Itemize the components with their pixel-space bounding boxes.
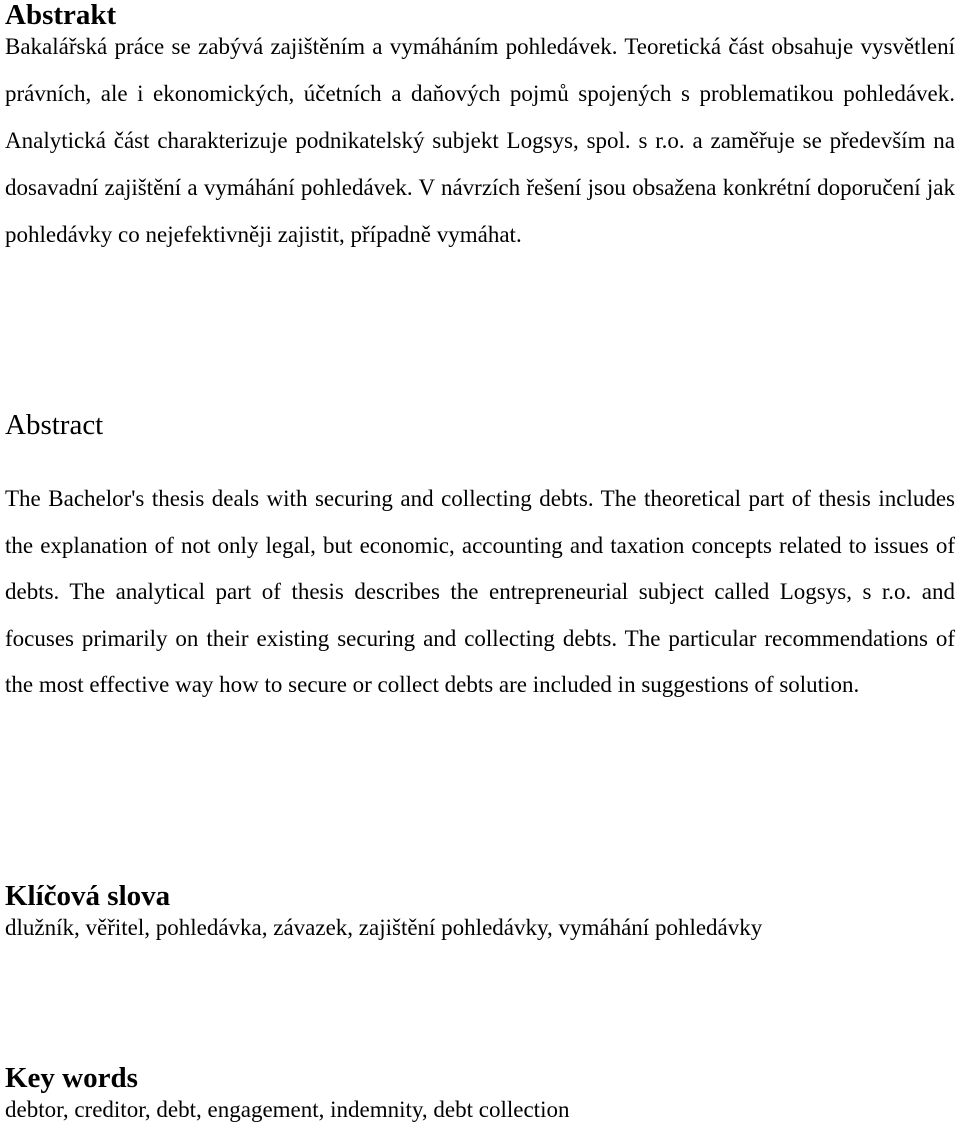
key-words-heading: Key words bbox=[5, 1062, 138, 1094]
abstract-text: The Bachelor's thesis deals with securing and collecting debts. The theoretical part of thesis includes the explanation of not only legal, but economic, accounting and taxation concepts related to issues of debts. The analytical part of thesis describes the entrepreneurial subject called Logsys, s r.o. and focuses primarily on their existing securing and collecting debts. The particular recommendations of the most effective way how to secure or collect debts are included in suggestions of solution. bbox=[5, 486, 955, 697]
klicova-slova-text: dlužník, věřitel, pohledávka, závazek, zajištění pohledávky, vymáhání pohledávky bbox=[5, 915, 763, 940]
abstract-section bbox=[5, 410, 955, 709]
abstract-heading: Abstract bbox=[5, 409, 104, 441]
abstrakt-section bbox=[5, 0, 955, 258]
klicova-slova-heading: Klíčová slova bbox=[5, 880, 171, 912]
abstrakt-text: Bakalářská práce se zabývá zajištěním a vymáháním pohledávek. Teoretická část obsahuje vysvětlení právních, ale i ekonomických, účetních a daňových pojmů spojených s problematikou pohledávek. Analytická část charakterizuje podnikatelský subjekt Logsys, spol. s r.o. a zaměřuje se především na dosavadní zajištění a vymáhání pohledávek. V návrzích řešení jsou obsažena konkrétní doporučení jak pohledávky co nejefektivněji zajistit, případně vymáhat. bbox=[5, 34, 955, 247]
abstrakt-heading: Abstrakt bbox=[5, 0, 117, 31]
key-words-section bbox=[5, 1063, 955, 1125]
klicova-slova-section bbox=[5, 881, 955, 943]
key-words-text: debtor, creditor, debt, engagement, indemnity, debt collection bbox=[5, 1097, 570, 1122]
